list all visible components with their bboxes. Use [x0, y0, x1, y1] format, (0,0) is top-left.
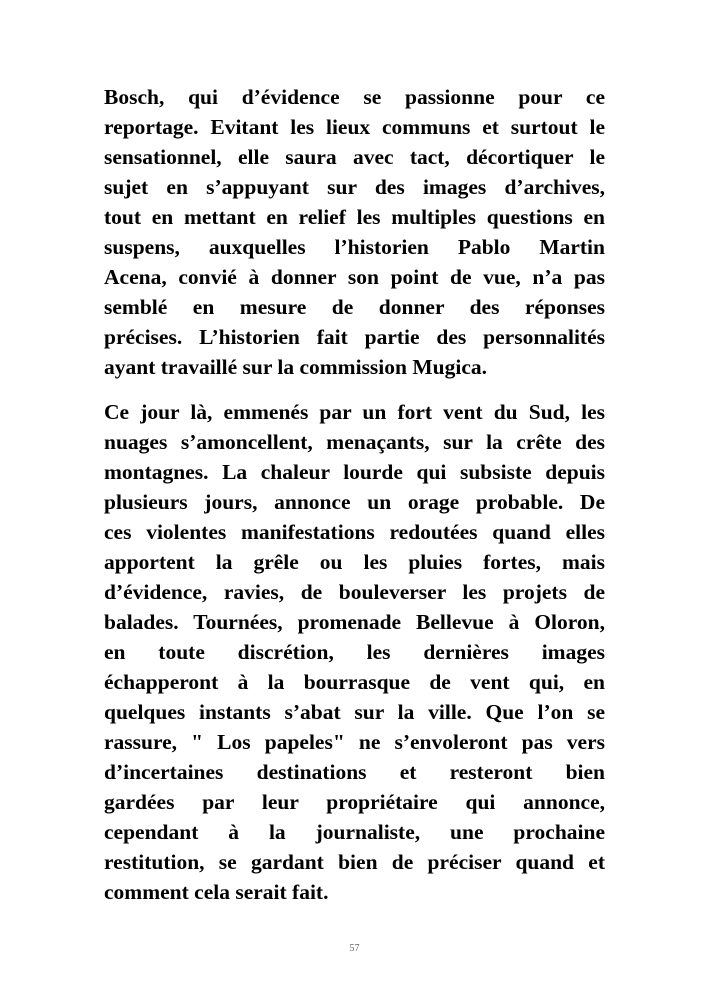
text-line: quelques instants s’abat sur la ville. Que l’on se: [104, 700, 605, 724]
text-line: sujet en s’appuyant sur des images d’archives,: [104, 175, 605, 199]
text-line: échapperont à la bourrasque de vent qui, en: [104, 670, 605, 694]
text-line: sensationnel, elle saura avec tact, décortiquer le: [104, 145, 605, 169]
text-line: ayant travaillé sur la commission Mugica.: [104, 355, 488, 379]
text-line: semblé en mesure de donner des réponses: [104, 295, 605, 319]
text-line: comment cela serait fait.: [104, 880, 329, 904]
paragraph-2: [104, 397, 605, 907]
text-line: précises. L’historien fait partie des personnalités: [104, 325, 605, 349]
paragraph-1: [104, 82, 605, 382]
text-line: ces violentes manifestations redoutées quand elles: [104, 520, 605, 544]
text-line: gardées par leur propriétaire qui annonce,: [104, 790, 605, 814]
text-line: Bosch, qui d’évidence se passionne pour ce: [104, 85, 605, 109]
text-line: reportage. Evitant les lieux communs et surtout le: [104, 115, 605, 139]
text-line: d’évidence, ravies, de bouleverser les projets de: [104, 580, 605, 604]
text-line: Ce jour là, emmenés par un fort vent du Sud, les: [104, 400, 605, 424]
page-number: 57: [349, 943, 360, 954]
text-line: Acena, convié à donner son point de vue, n’a pas: [104, 265, 605, 289]
text-line: d’incertaines destinations et resteront bien: [104, 760, 605, 784]
text-line: cependant à la journaliste, une prochaine: [104, 820, 605, 844]
text-line: rassure, " Los papeles" ne s’envoleront pas vers: [104, 730, 605, 754]
text-line: restitution, se gardant bien de préciser quand et: [104, 850, 605, 874]
text-line: nuages s’amoncellent, menaçants, sur la crête des: [104, 430, 605, 454]
text-line: montagnes. La chaleur lourde qui subsiste depuis: [104, 460, 605, 484]
text-line: en toute discrétion, les dernières images: [104, 640, 605, 664]
text-line: tout en mettant en relief les multiples questions en: [104, 205, 605, 229]
text-line: apportent la grêle ou les pluies fortes, mais: [104, 550, 605, 574]
text-line: balades. Tournées, promenade Bellevue à Oloron,: [104, 610, 605, 634]
text-line: plusieurs jours, annonce un orage probable. De: [104, 490, 605, 514]
text-line: suspens, auxquelles l’historien Pablo Martin: [104, 235, 605, 259]
